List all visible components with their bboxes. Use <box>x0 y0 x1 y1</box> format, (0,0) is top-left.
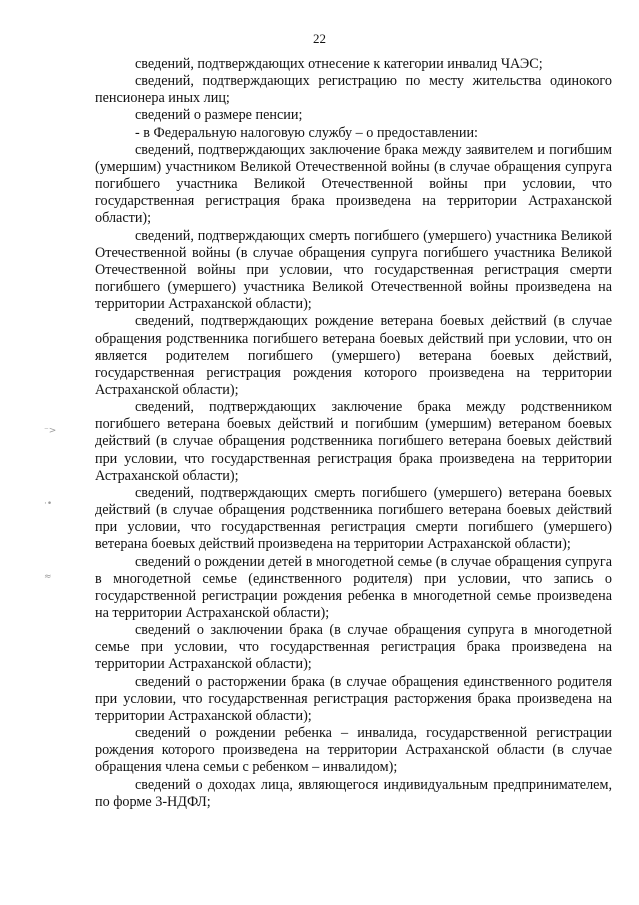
scan-artifact-mark: ⁻> <box>44 426 57 436</box>
scan-artifact-mark: ≈ <box>44 572 52 582</box>
scan-artifact-mark: ·• <box>44 499 53 509</box>
paragraph: сведений, подтверждающих смерть погибшего (умершего) ветерана боевых действий (в случае обращения родственника погибшего ветерана боевых действий при условии, что государственная регистрация смерти погибшего (умершего) ветерана боевых действий произведена на территории Астраханской области); <box>95 484 612 553</box>
paragraph: - в Федеральную налоговую службу – о предоставлении: <box>135 124 478 141</box>
paragraph: сведений, подтверждающих регистрацию по месту жительства одинокого пенсионера иных лиц; <box>95 73 612 107</box>
paragraph: сведений, подтверждающих рождение ветерана боевых действий (в случае обращения родственника погибшего ветерана боевых действий при условии, что он является родителем погибшего (умершего) ветерана боевых действий, государственная регистрация рождения которого произведена на территории Астраханской области); <box>95 313 612 398</box>
paragraph: сведений о рождении ребенка – инвалида, государственной регистрации рождения которого произведена на территории Астраханской области (в случае обращения члена семьи с ребенком – инвалидом); <box>95 725 612 776</box>
paragraph: сведений, подтверждающих заключение брака между заявителем и погибшим (умершим) участником Великой Отечественной войны (в случае обращения супруга погибшего участника Великой Отечественной войны при условии, что государственная регистрация брака произведена на территории Астраханской области); <box>95 141 612 227</box>
paragraph: сведений о доходах лица, являющегося индивидуальным предпринимателем, по форме 3-НДФЛ; <box>95 776 612 810</box>
paragraph: сведений, подтверждающих смерть погибшего (умершего) участника Великой Отечественной войны (в случае обращения супруга погибшего участника Великой Отечественной войны при условии, что государственная регистрация смерти погибшего (умершего) участника Великой Отечественной войны произведена на территории Астраханской области); <box>95 227 612 313</box>
paragraph: сведений о рождении детей в многодетной семье (в случае обращения супруга в многодетной семье (единственного родителя) при условии, что запись о государственной регистрации рождения ребенка в многодетной семье произведена на территории Астраханской области); <box>95 553 612 621</box>
paragraph: сведений, подтверждающих отнесение к категории инвалид ЧАЭС; <box>135 56 543 72</box>
paragraph: сведений о заключении брака (в случае обращения супруга в многодетной семье при условии, что государственная регистрация брака произведена на территории Астраханской области); <box>95 622 612 673</box>
paragraph: сведений, подтверждающих заключение брака между родственником погибшего ветерана боевых действий и погибшим (умершим) ветераном боевых действий (в случае обращения родственника погибшего ветерана боевых действий при условии, что государственная регистрация брака произведена на территории Астраханской области); <box>95 399 612 484</box>
paragraph: сведений о расторжении брака (в случае обращения единственного родителя при условии, что государственная регистрация расторжения брака произведена на территории Астраханской области); <box>95 673 612 724</box>
page-number: 22 <box>313 31 326 46</box>
paragraph: сведений о размере пенсии; <box>135 107 303 124</box>
document-body <box>95 56 612 811</box>
